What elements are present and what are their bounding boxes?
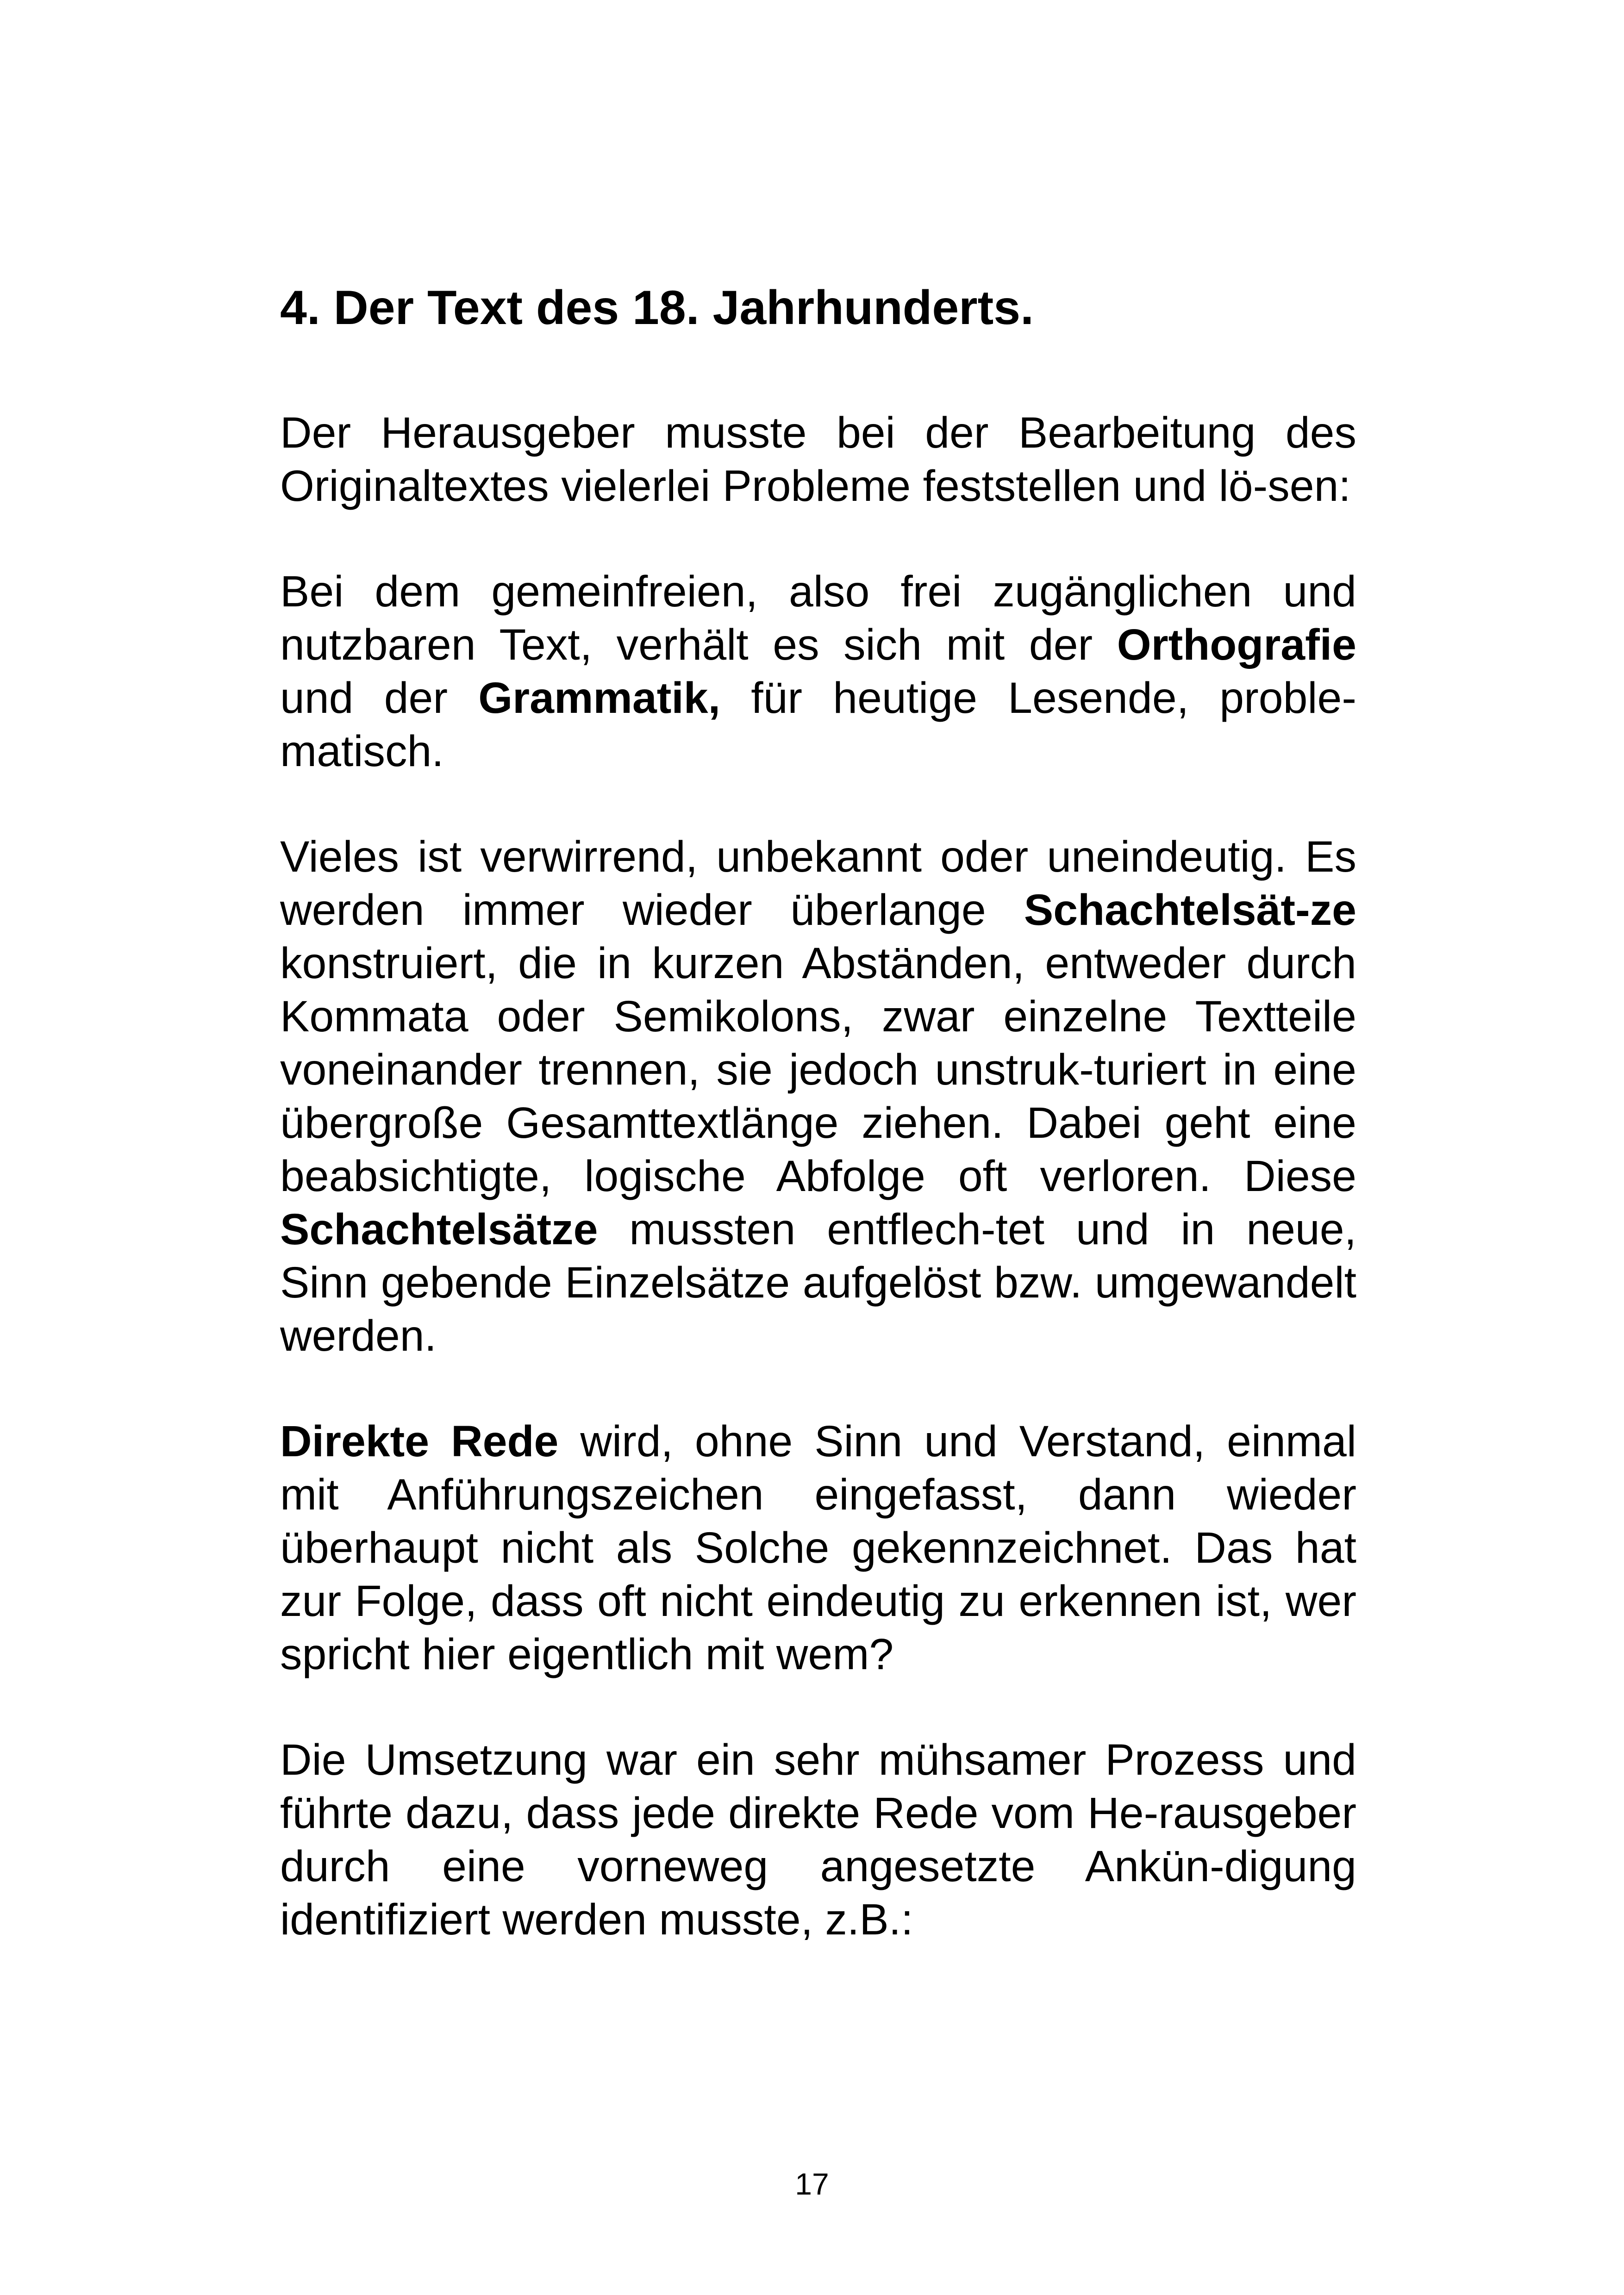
section-heading: 4. Der Text des 18. Jahrhunderts. <box>280 281 1034 335</box>
paragraph-5: Die Umsetzung war ein sehr mühsamer Prozess und führte dazu, dass jede direkte Rede vom He-rausgeber durch eine vorneweg angesetzte Ankün-digung identifiziert werden musste, z.B.: <box>280 1735 1356 1944</box>
page-number: 17 <box>795 2167 829 2201</box>
paragraph-3 <box>280 830 1356 1363</box>
paragraph-2-bold-orthografie: Orthografie <box>1117 620 1356 669</box>
page-content <box>280 278 1356 1946</box>
paragraph-4-bold-direkte-rede: Direkte Rede <box>280 1417 559 1466</box>
paragraph-3-bold-schachtelsaetze-1: Schachtelsät-ze <box>1024 886 1356 935</box>
paragraph-2 <box>280 565 1356 778</box>
paragraph-1: Der Herausgeber musste bei der Bearbeitung des Originaltextes vielerlei Probleme feststellen und lö-sen: <box>280 408 1356 511</box>
paragraph-4-text-1: wird, ohne Sinn und Verstand, einmal mit Anführungszeichen eingefasst, dann wieder überhaupt nicht als Solche gekennzeichnet. Das hat zur Folge, dass oft nicht eindeutig zu erkennen ist, wer spricht hier eigentlich mit wem? <box>280 1417 1357 1679</box>
paragraph-2-text-2: und der <box>280 674 479 723</box>
paragraph-3-text-1: Vieles ist verwirrend, unbekannt oder uneindeutig. Es werden immer wieder überlange <box>280 832 1356 935</box>
paragraph-4 <box>280 1415 1356 1681</box>
paragraph-2-text-3: für heutige Lesende, proble-matisch. <box>280 674 1356 776</box>
paragraph-3-text-3: mussten entflech-tet und in neue, Sinn gebende Einzelsätze aufgelöst bzw. umgewandelt werden. <box>280 1205 1356 1360</box>
paragraph-3-text-2: konstruiert, die in kurzen Abständen, entweder durch Kommata oder Semikolons, zwar einzelne Textteile voneinander trennen, sie jedoch unstruk-turiert in eine übergroße Gesamttextlänge ziehen. Dabei geht eine beabsichtigte, logische Abfolge oft verloren. Diese <box>280 939 1356 1201</box>
paragraph-2-text-1: Bei dem gemeinfreien, also frei zugänglichen und nutzbaren Text, verhält es sich mit der <box>280 567 1356 669</box>
paragraph-3-bold-schachtelsaetze-2: Schachtelsätze <box>280 1205 598 1254</box>
paragraph-2-bold-grammatik: Grammatik, <box>478 674 720 723</box>
